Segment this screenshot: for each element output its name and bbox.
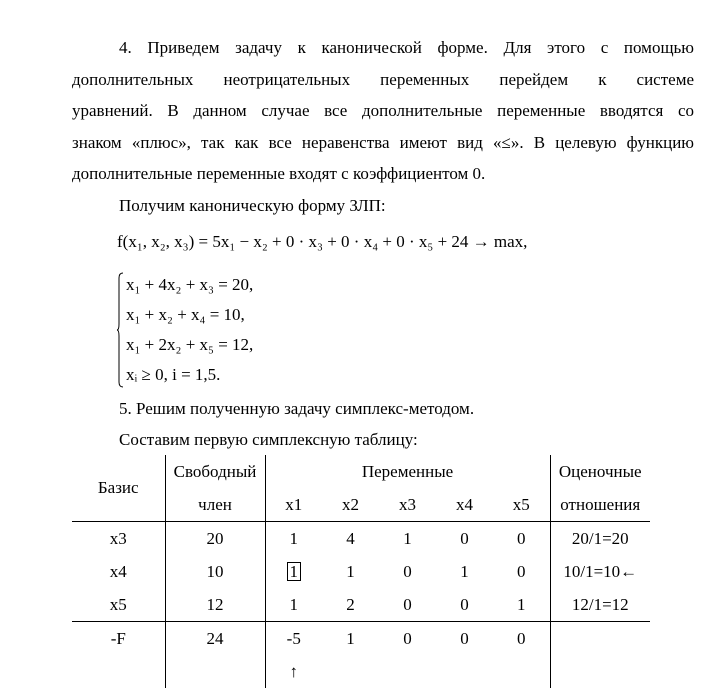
pivot-element: 1 bbox=[287, 562, 302, 581]
objective-function: f(x₁, x₂, x₃) = 5x₁ − x₂ + 0 · x₃ + 0 · x₄ + 0 · x₅ + 24 → max, bbox=[117, 232, 528, 251]
basis-cell: x3 bbox=[72, 522, 165, 556]
value-cell: 2 bbox=[346, 594, 355, 614]
equation-2: x₁ + x₂ + x₄ = 10, bbox=[126, 305, 245, 324]
header-var: x1 bbox=[265, 488, 322, 522]
ratio-cell: 12/1=12 bbox=[550, 588, 650, 622]
header-var: x4 bbox=[456, 494, 473, 514]
value-cell: 1 bbox=[517, 594, 526, 614]
value-cell: 1 bbox=[322, 622, 379, 656]
value-cell: 0 bbox=[403, 594, 412, 614]
value-cell: 0 bbox=[493, 622, 550, 656]
value-cell: 0 bbox=[517, 561, 526, 581]
table-row bbox=[72, 555, 650, 588]
table-heading: Составим первую симплексную таблицу: bbox=[119, 430, 418, 449]
pivot-cell bbox=[265, 555, 322, 588]
header-free-2: член bbox=[165, 488, 265, 522]
free-cell: 12 bbox=[165, 588, 265, 622]
header-variables: Переменные bbox=[265, 455, 550, 488]
value-cell: 1 bbox=[460, 561, 469, 581]
value-cell: 1 bbox=[265, 522, 322, 556]
step-5-text: 5. Решим полученную задачу симплекс-методом. bbox=[119, 399, 475, 418]
header-var: x3 bbox=[399, 494, 416, 514]
pivot-column-arrow: ↑ bbox=[265, 655, 322, 688]
intro-line: дополнительных неотрицательных переменных перейдем к системе bbox=[72, 69, 694, 89]
value-cell: 4 bbox=[322, 522, 379, 556]
table-row bbox=[72, 522, 650, 556]
header-var: x5 bbox=[512, 494, 530, 514]
header-var: x2 bbox=[342, 494, 359, 514]
free-cell: 20 bbox=[165, 522, 265, 556]
value-cell: 0 bbox=[436, 622, 493, 656]
header-free-1: Свободный bbox=[165, 455, 265, 488]
intro-line: знаком «плюс», так как все неравенства имеют вид «≤». В целевую функцию bbox=[72, 132, 694, 152]
simplex-table bbox=[72, 455, 650, 688]
equation-1: x₁ + 4x₂ + x₃ = 20, bbox=[126, 275, 254, 294]
value-cell: 0 bbox=[379, 622, 436, 656]
intro-line: уравнений. В данном случае все дополнительные переменные вводятся со bbox=[72, 101, 694, 120]
basis-cell: x4 bbox=[109, 561, 127, 581]
intro-line: дополнительные переменные входят с коэффициентом 0. bbox=[72, 164, 486, 183]
value-cell: 0 bbox=[460, 594, 469, 614]
value-cell: 0 bbox=[493, 522, 550, 556]
ratio-cell bbox=[550, 622, 650, 656]
table-header-row bbox=[72, 455, 650, 488]
header-ratio-2: отношения bbox=[550, 488, 650, 522]
free-cell: 10 bbox=[165, 555, 265, 588]
header-ratio-1: Оценочные bbox=[550, 455, 650, 488]
value-cell: 1 bbox=[379, 522, 436, 556]
ratio-cell: 10/1=10← bbox=[550, 555, 650, 588]
intro-line: 4. Приведем задачу к канонической форме. Для этого с помощью bbox=[119, 38, 694, 57]
value-cell: 0 bbox=[403, 561, 412, 581]
ratio-cell: 20/1=20 bbox=[550, 522, 650, 556]
header-basis: Базис bbox=[97, 478, 139, 497]
table-row-objective bbox=[72, 622, 650, 656]
equation-3: x₁ + 2x₂ + x₅ = 12, bbox=[126, 335, 254, 354]
basis-cell: -F bbox=[72, 622, 165, 656]
value-cell: -5 bbox=[265, 622, 322, 656]
canonical-heading: Получим каноническую форму ЗЛП: bbox=[119, 196, 386, 215]
system-brace bbox=[117, 272, 123, 388]
table-row bbox=[72, 588, 650, 622]
free-cell: 24 bbox=[165, 622, 265, 656]
intro-paragraph bbox=[72, 32, 694, 190]
table-arrow-row bbox=[72, 655, 650, 688]
value-cell: 1 bbox=[265, 588, 322, 622]
value-cell: 1 bbox=[346, 561, 355, 581]
nonnegativity-constraint: xᵢ ≥ 0, i = 1,5. bbox=[126, 365, 221, 384]
value-cell: 0 bbox=[436, 522, 493, 556]
basis-cell: x5 bbox=[109, 594, 127, 614]
